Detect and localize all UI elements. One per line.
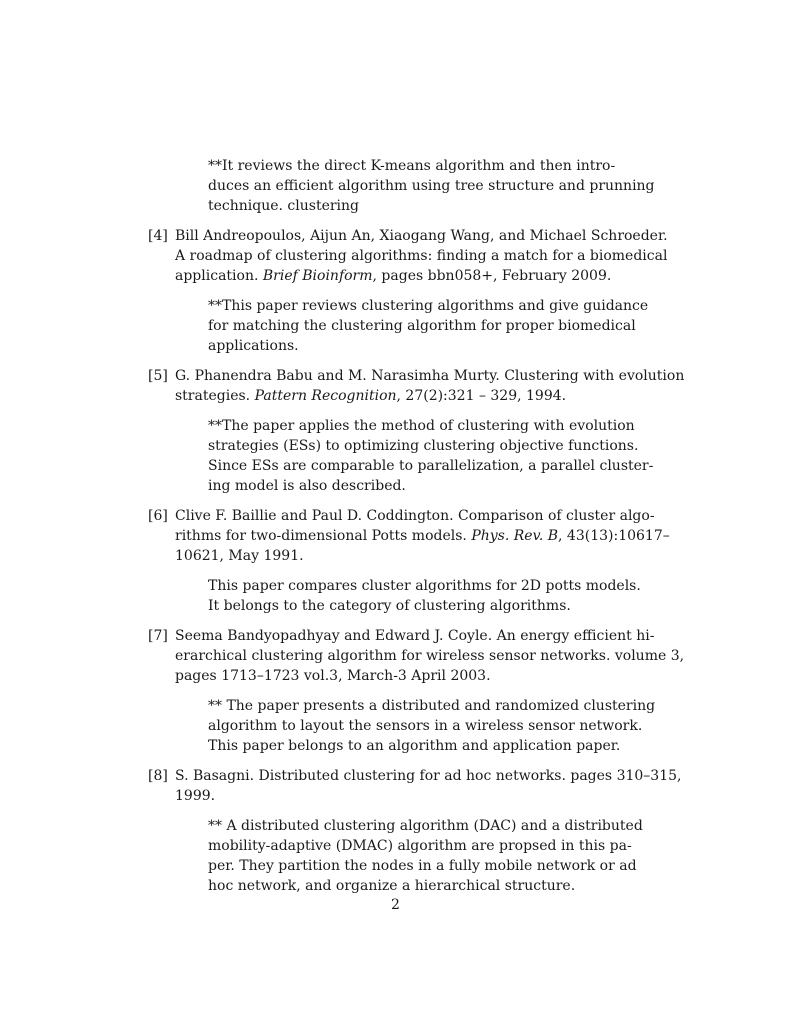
annotation-line: **This paper reviews clustering algorithms and give guidance	[208, 298, 649, 314]
reference-text: S. Basagni. Distributed clustering for ad hoc networks. pages 310–315,	[175, 768, 682, 784]
reference-text: 10621, May 1991.	[175, 548, 304, 564]
reference-number: [4]	[148, 228, 168, 244]
journal-name: Phys. Rev. B	[471, 528, 559, 544]
annotation-line: strategies (ESs) to optimizing clustering objective functions.	[208, 438, 639, 454]
reference-text: erarchical clustering algorithm for wireless sensor networks. volume 3,	[175, 648, 685, 664]
annotation-line: **It reviews the direct K-means algorithm and then intro-	[208, 158, 616, 174]
reference-text: Seema Bandyopadhyay and Edward J. Coyle. An energy efficient hi-	[175, 628, 655, 644]
annotation-line: It belongs to the category of clustering algorithms.	[208, 598, 571, 614]
annotation-line: This paper compares cluster algorithms for 2D potts models.	[208, 578, 641, 594]
reference-number: [5]	[148, 368, 168, 384]
reference-number: [6]	[148, 508, 168, 524]
reference-text: G. Phanendra Babu and M. Narasimha Murty. Clustering with evolution	[175, 368, 685, 384]
reference-text: rithms for two-dimensional Potts models. Phys. Rev. B, 43(13):10617–	[175, 528, 670, 544]
page-number: 2	[391, 897, 400, 913]
annotation-line: This paper belongs to an algorithm and application paper.	[208, 738, 621, 754]
annotation-line: technique. clustering	[208, 198, 360, 214]
journal-name: Brief Bioinform	[262, 268, 373, 284]
annotation-line: for matching the clustering algorithm for proper biomedical	[208, 318, 636, 334]
reference-number: [7]	[148, 628, 168, 644]
annotation-line: algorithm to layout the sensors in a wireless sensor network.	[208, 718, 643, 734]
annotation-line: ** A distributed clustering algorithm (DAC) and a distributed	[208, 818, 643, 834]
annotation-line: hoc network, and organize a hierarchical structure.	[208, 878, 576, 894]
reference-text: application. Brief Bioinform, pages bbn058+, February 2009.	[175, 268, 612, 284]
annotation-line: ing model is also described.	[208, 478, 406, 494]
reference-text: Clive F. Baillie and Paul D. Coddington. Comparison of cluster algo-	[175, 508, 655, 524]
reference-number: [8]	[148, 768, 168, 784]
annotation-line: per. They partition the nodes in a fully mobile network or ad	[208, 858, 637, 874]
annotation-line: applications.	[208, 338, 299, 354]
reference-text: pages 1713–1723 vol.3, March-3 April 2003.	[175, 668, 491, 684]
annotation-line: ** The paper presents a distributed and randomized clustering	[208, 698, 656, 714]
annotation-line: duces an efficient algorithm using tree structure and prunning	[208, 178, 655, 194]
annotation-line: **The paper applies the method of clustering with evolution	[208, 418, 635, 434]
reference-text: 1999.	[175, 788, 216, 804]
reference-text: Bill Andreopoulos, Aijun An, Xiaogang Wang, and Michael Schroeder.	[175, 228, 668, 244]
annotation-line: mobility-adaptive (DMAC) algorithm are propsed in this pa-	[208, 838, 632, 854]
annotation-line: Since ESs are comparable to parallelization, a parallel cluster-	[208, 458, 654, 474]
reference-text: strategies. Pattern Recognition, 27(2):321 – 329, 1994.	[175, 388, 567, 404]
journal-name: Pattern Recognition	[254, 388, 397, 404]
reference-text: A roadmap of clustering algorithms: finding a match for a biomedical	[175, 248, 668, 264]
